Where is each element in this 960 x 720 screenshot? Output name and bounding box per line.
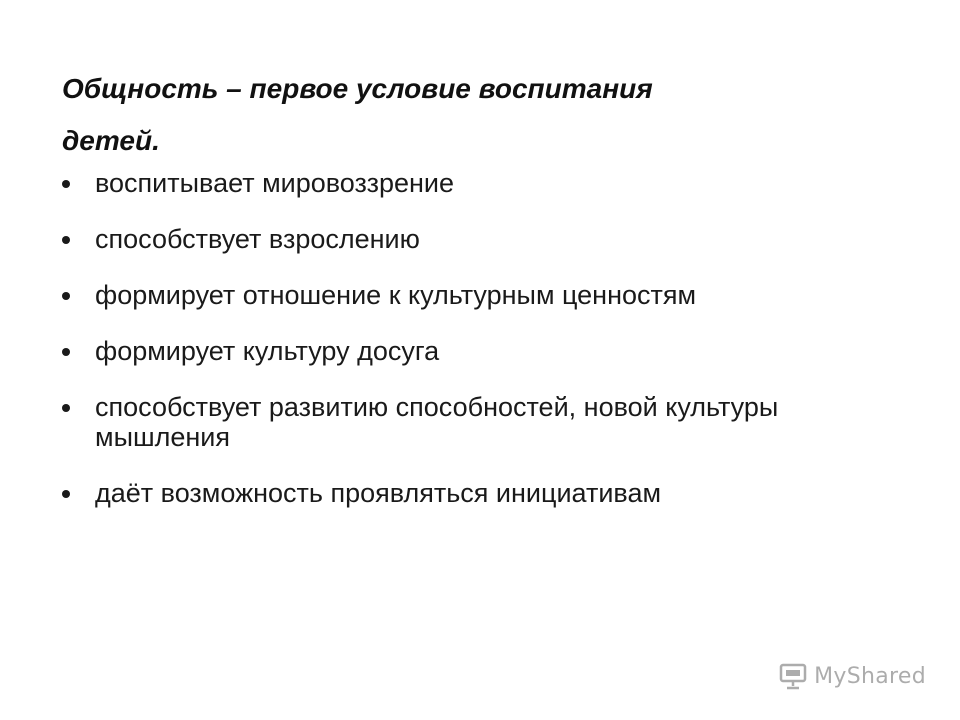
bullet-item (62, 392, 882, 452)
heading-line-1: Общность – первое условие воспитания (62, 73, 653, 104)
bullet-dot-icon (62, 348, 70, 356)
bullet-dot-icon (62, 236, 70, 244)
bullet-item (62, 478, 882, 508)
watermark-text: MyShared (814, 663, 926, 689)
bullet-item (62, 168, 882, 198)
bullet-dot-icon (62, 180, 70, 188)
bullet-item (62, 336, 882, 366)
bullet-dot-icon (62, 490, 70, 498)
bullet-text: формирует отношение к культурным ценностям (95, 280, 697, 310)
bullet-list (62, 168, 882, 534)
slide-heading (62, 63, 822, 167)
bullet-text: способствует развитию способностей, новой культуры мышления (95, 392, 779, 452)
heading-line-2: детей. (62, 125, 160, 156)
bullet-dot-icon (62, 404, 70, 412)
myshared-watermark (778, 662, 926, 690)
bullet-text: формирует культуру досуга (95, 336, 440, 366)
bullet-text: воспитывает мировоззрение (95, 168, 455, 198)
bullet-item (62, 224, 882, 254)
bullet-text: способствует взрослению (95, 224, 420, 254)
bullet-dot-icon (62, 292, 70, 300)
presentation-board-icon (778, 662, 808, 690)
bullet-text: даёт возможность проявляться инициативам (95, 478, 662, 508)
bullet-item (62, 280, 882, 310)
